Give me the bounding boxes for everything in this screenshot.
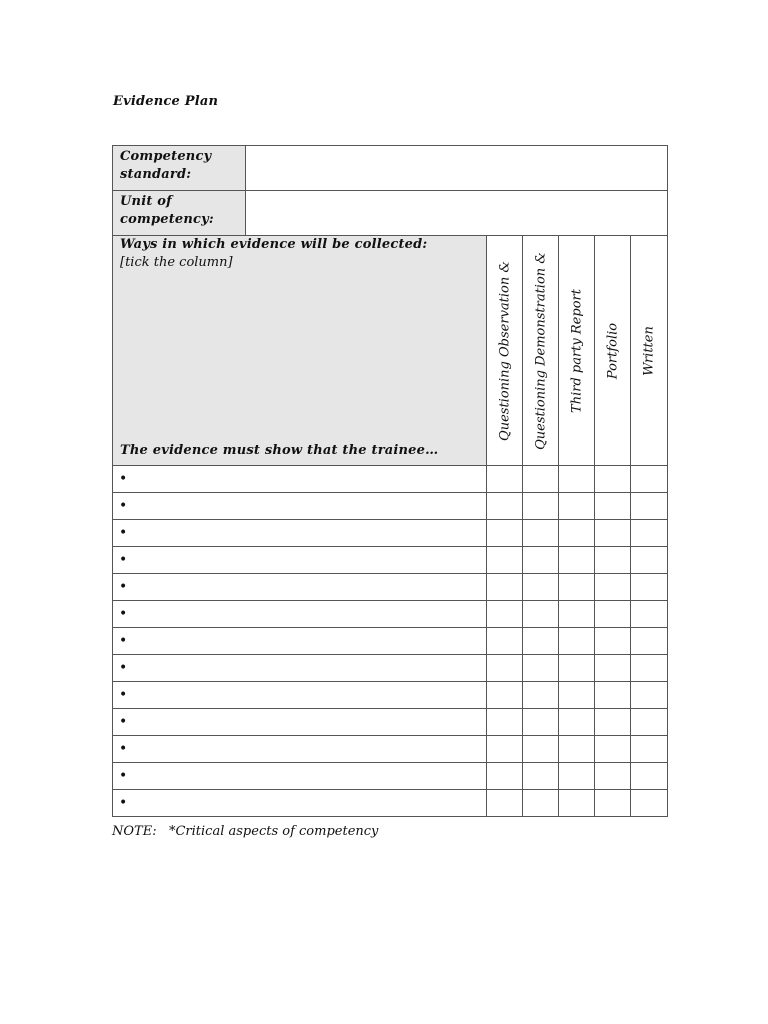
column-label-portfolio: Portfolio [605, 322, 620, 379]
note [112, 824, 378, 839]
tick-cell[interactable] [595, 493, 631, 520]
tick-cell[interactable] [523, 574, 559, 601]
tick-cell[interactable] [487, 709, 523, 736]
document-title: Evidence Plan [113, 94, 219, 109]
tick-cell[interactable] [595, 655, 631, 682]
tick-cell[interactable] [631, 574, 668, 601]
tick-cell[interactable] [487, 574, 523, 601]
evidence-row [113, 709, 668, 736]
evidence-row-text[interactable]: • [113, 682, 487, 709]
tick-cell[interactable] [487, 763, 523, 790]
evidence-row-text[interactable]: • [113, 520, 487, 547]
tick-cell[interactable] [487, 547, 523, 574]
tick-cell[interactable] [631, 709, 668, 736]
tick-cell[interactable] [631, 763, 668, 790]
evidence-methods-note: [tick the column] [120, 255, 233, 270]
column-header-questioning-observation [487, 236, 523, 466]
tick-cell[interactable] [595, 628, 631, 655]
tick-cell[interactable] [523, 682, 559, 709]
tick-cell[interactable] [487, 493, 523, 520]
tick-cell[interactable] [523, 601, 559, 628]
tick-cell[interactable] [559, 763, 595, 790]
evidence-methods-heading: Ways in which evidence will be collected: [120, 237, 428, 252]
tick-cell[interactable] [595, 601, 631, 628]
tick-cell[interactable] [631, 682, 668, 709]
tick-cell[interactable] [523, 466, 559, 493]
tick-cell[interactable] [559, 520, 595, 547]
evidence-row-text[interactable]: • [113, 763, 487, 790]
tick-cell[interactable] [631, 790, 668, 817]
tick-cell[interactable] [523, 763, 559, 790]
tick-cell[interactable] [523, 790, 559, 817]
tick-cell[interactable] [487, 601, 523, 628]
tick-cell[interactable] [595, 574, 631, 601]
column-label-written: Written [641, 325, 657, 376]
evidence-row [113, 601, 668, 628]
tick-cell[interactable] [631, 493, 668, 520]
tick-cell[interactable] [559, 628, 595, 655]
unit-of-competency-value[interactable] [246, 191, 668, 236]
unit-of-competency-label [113, 191, 246, 236]
tick-cell[interactable] [487, 736, 523, 763]
tick-cell[interactable] [523, 493, 559, 520]
tick-cell[interactable] [595, 547, 631, 574]
tick-cell[interactable] [487, 682, 523, 709]
column-header-third-party-report [559, 236, 595, 466]
evidence-rows [113, 466, 668, 817]
tick-cell[interactable] [523, 736, 559, 763]
evidence-row-text[interactable]: • [113, 547, 487, 574]
tick-cell[interactable] [559, 736, 595, 763]
evidence-requirement-heading: The evidence must show that the trainee… [120, 443, 439, 458]
tick-cell[interactable] [487, 628, 523, 655]
evidence-row [113, 655, 668, 682]
tick-cell[interactable] [631, 547, 668, 574]
tick-cell[interactable] [559, 655, 595, 682]
column-label-questioning-demonstration: Questioning Demonstration & [533, 251, 548, 450]
evidence-row [113, 736, 668, 763]
unit-of-competency-row [113, 191, 668, 236]
note-prefix: NOTE: [112, 824, 157, 839]
unit-of-competency-label-line1: Unit of [120, 194, 172, 209]
evidence-methods-cell [113, 236, 487, 466]
evidence-row [113, 574, 668, 601]
tick-cell[interactable] [523, 655, 559, 682]
tick-cell[interactable] [523, 709, 559, 736]
evidence-plan-table [112, 145, 668, 817]
tick-cell[interactable] [559, 790, 595, 817]
evidence-row [113, 520, 668, 547]
tick-cell[interactable] [523, 628, 559, 655]
evidence-row-text[interactable]: • [113, 736, 487, 763]
tick-cell[interactable] [595, 682, 631, 709]
tick-cell[interactable] [487, 790, 523, 817]
evidence-method-header-row [113, 236, 668, 466]
tick-cell[interactable] [595, 520, 631, 547]
tick-cell[interactable] [487, 655, 523, 682]
tick-cell[interactable] [631, 520, 668, 547]
evidence-row [113, 547, 668, 574]
tick-cell[interactable] [559, 682, 595, 709]
competency-standard-label [113, 146, 246, 191]
evidence-row [113, 493, 668, 520]
tick-cell[interactable] [559, 547, 595, 574]
column-label-third-party-report: Third party Report [569, 288, 584, 413]
tick-cell[interactable] [559, 493, 595, 520]
evidence-row-text[interactable]: • [113, 601, 487, 628]
tick-cell[interactable] [631, 736, 668, 763]
tick-cell[interactable] [595, 790, 631, 817]
column-header-questioning-demonstration [523, 236, 559, 466]
unit-of-competency-label-line2: competency: [120, 212, 214, 227]
evidence-row [113, 763, 668, 790]
column-label-questioning-observation: Questioning Observation & [497, 260, 512, 441]
tick-cell[interactable] [559, 466, 595, 493]
competency-standard-label-line1: Competency [120, 149, 212, 164]
column-header-portfolio [595, 236, 631, 466]
competency-standard-value[interactable] [246, 146, 668, 191]
tick-cell[interactable] [559, 709, 595, 736]
tick-cell[interactable] [523, 547, 559, 574]
evidence-row-text[interactable]: • [113, 574, 487, 601]
evidence-row-text[interactable]: • [113, 466, 487, 493]
competency-standard-label-line2: standard: [120, 167, 192, 182]
tick-cell[interactable] [487, 520, 523, 547]
evidence-row [113, 790, 668, 817]
evidence-row [113, 628, 668, 655]
evidence-row-text[interactable]: • [113, 790, 487, 817]
tick-cell[interactable] [559, 574, 595, 601]
evidence-row [113, 682, 668, 709]
evidence-row-text[interactable]: • [113, 493, 487, 520]
evidence-row-text[interactable]: • [113, 628, 487, 655]
evidence-row-text[interactable]: • [113, 655, 487, 682]
note-text: *Critical aspects of competency [168, 824, 379, 839]
tick-cell[interactable] [487, 466, 523, 493]
evidence-row-text[interactable]: • [113, 709, 487, 736]
tick-cell[interactable] [631, 655, 668, 682]
competency-standard-row [113, 146, 668, 191]
tick-cell[interactable] [595, 763, 631, 790]
tick-cell[interactable] [631, 601, 668, 628]
tick-cell[interactable] [523, 520, 559, 547]
tick-cell[interactable] [595, 709, 631, 736]
tick-cell[interactable] [559, 601, 595, 628]
column-header-written [631, 236, 668, 466]
tick-cell[interactable] [595, 466, 631, 493]
tick-cell[interactable] [595, 736, 631, 763]
tick-cell[interactable] [631, 628, 668, 655]
evidence-row [113, 466, 668, 493]
tick-cell[interactable] [631, 466, 668, 493]
